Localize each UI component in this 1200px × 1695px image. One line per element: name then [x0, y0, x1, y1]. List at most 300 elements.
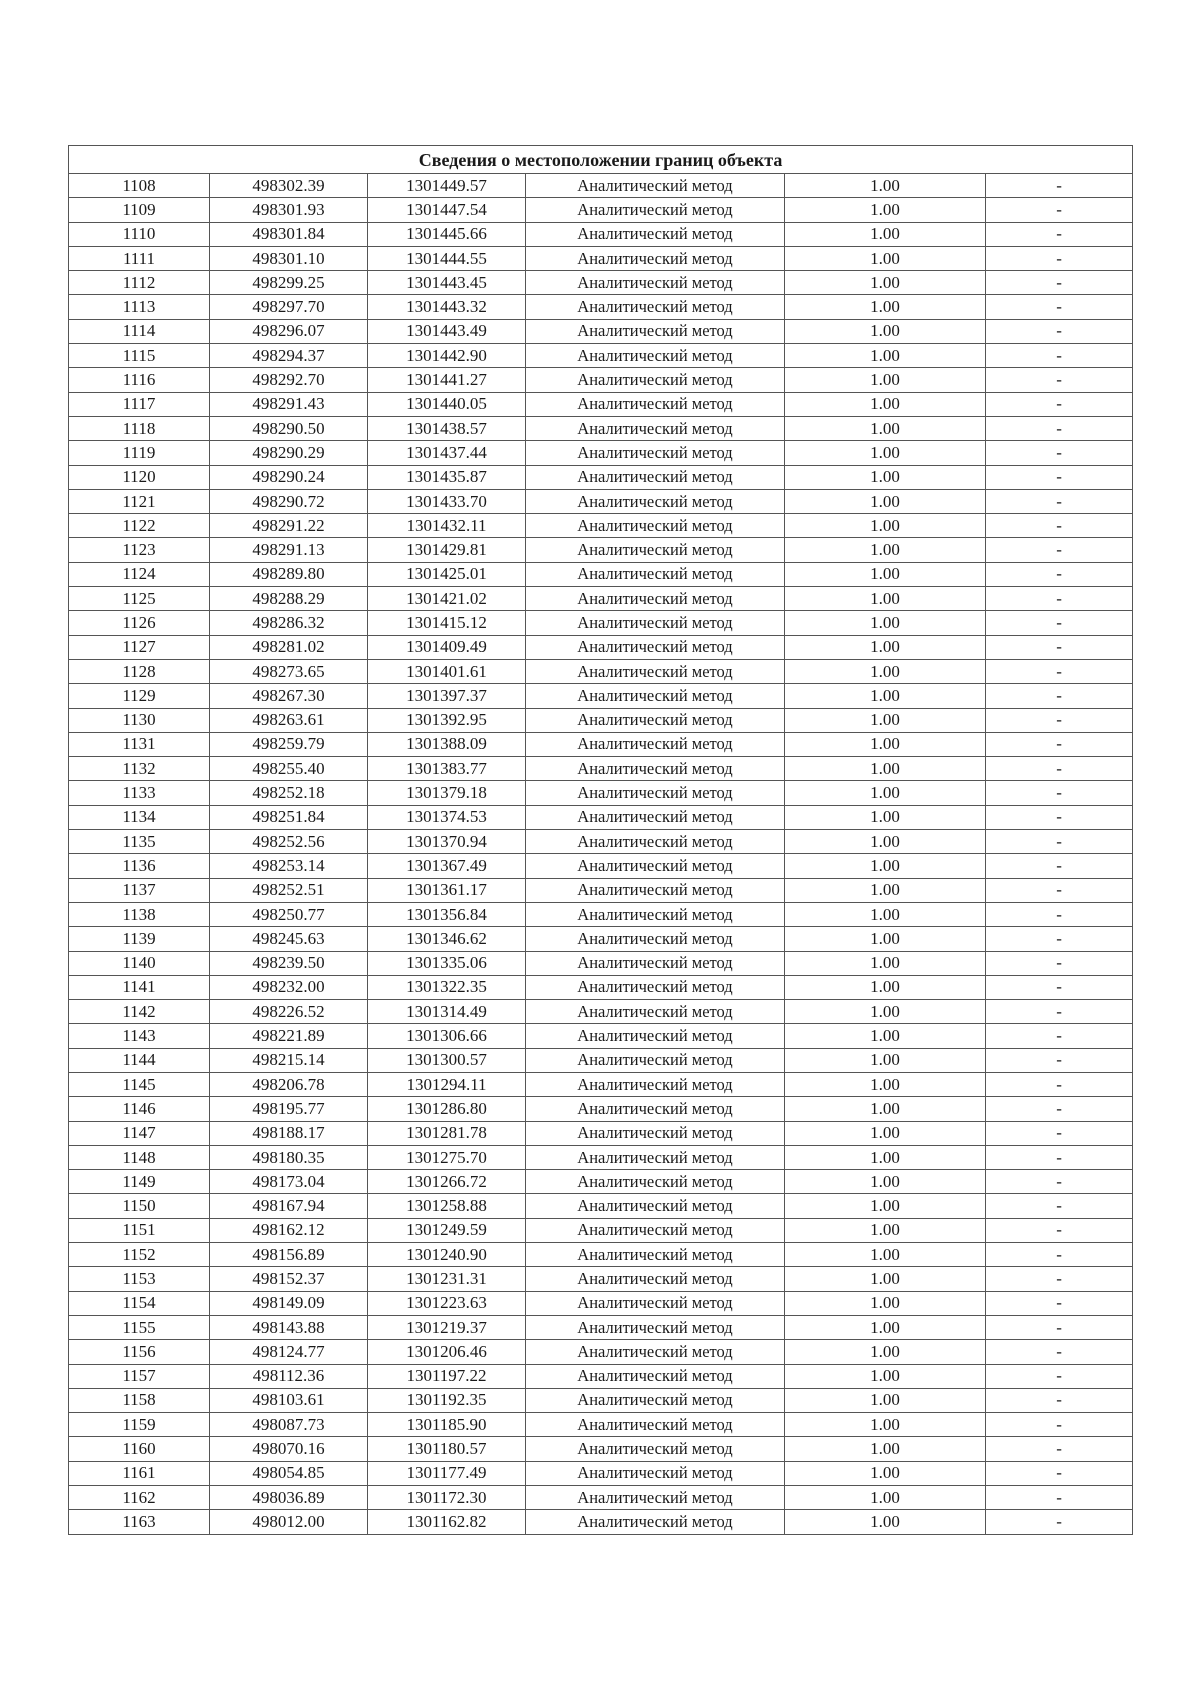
point-number-cell: 1135 — [69, 830, 210, 854]
method-cell: Аналитический метод — [526, 368, 785, 392]
accuracy-cell: 1.00 — [785, 1145, 986, 1169]
description-cell: - — [986, 1291, 1133, 1315]
table-row — [69, 1194, 1133, 1218]
method-cell: Аналитический метод — [526, 1315, 785, 1339]
accuracy-cell: 1.00 — [785, 1510, 986, 1534]
y-coordinate-cell: 1301356.84 — [368, 902, 526, 926]
accuracy-cell: 1.00 — [785, 878, 986, 902]
point-number-cell: 1149 — [69, 1170, 210, 1194]
point-number-cell: 1122 — [69, 514, 210, 538]
description-cell: - — [986, 951, 1133, 975]
point-number-cell: 1160 — [69, 1437, 210, 1461]
table-row — [69, 392, 1133, 416]
x-coordinate-cell: 498206.78 — [210, 1072, 368, 1096]
point-number-cell: 1146 — [69, 1097, 210, 1121]
description-cell: - — [986, 1461, 1133, 1485]
y-coordinate-cell: 1301367.49 — [368, 854, 526, 878]
x-coordinate-cell: 498012.00 — [210, 1510, 368, 1534]
accuracy-cell: 1.00 — [785, 465, 986, 489]
table-row — [69, 1145, 1133, 1169]
method-cell: Аналитический метод — [526, 392, 785, 416]
point-number-cell: 1150 — [69, 1194, 210, 1218]
point-number-cell: 1114 — [69, 319, 210, 343]
accuracy-cell: 1.00 — [785, 1097, 986, 1121]
y-coordinate-cell: 1301306.66 — [368, 1024, 526, 1048]
y-coordinate-cell: 1301258.88 — [368, 1194, 526, 1218]
description-cell: - — [986, 295, 1133, 319]
x-coordinate-cell: 498259.79 — [210, 732, 368, 756]
point-number-cell: 1158 — [69, 1388, 210, 1412]
y-coordinate-cell: 1301172.30 — [368, 1486, 526, 1510]
accuracy-cell: 1.00 — [785, 246, 986, 270]
table-row — [69, 684, 1133, 708]
table-row — [69, 1364, 1133, 1388]
table-row — [69, 562, 1133, 586]
point-number-cell: 1162 — [69, 1486, 210, 1510]
point-number-cell: 1140 — [69, 951, 210, 975]
y-coordinate-cell: 1301397.37 — [368, 684, 526, 708]
accuracy-cell: 1.00 — [785, 1194, 986, 1218]
description-cell: - — [986, 805, 1133, 829]
x-coordinate-cell: 498263.61 — [210, 708, 368, 732]
point-number-cell: 1126 — [69, 611, 210, 635]
y-coordinate-cell: 1301162.82 — [368, 1510, 526, 1534]
table-row — [69, 975, 1133, 999]
x-coordinate-cell: 498281.02 — [210, 635, 368, 659]
method-cell: Аналитический метод — [526, 271, 785, 295]
point-number-cell: 1121 — [69, 489, 210, 513]
accuracy-cell: 1.00 — [785, 1315, 986, 1339]
y-coordinate-cell: 1301370.94 — [368, 830, 526, 854]
method-cell: Аналитический метод — [526, 975, 785, 999]
y-coordinate-cell: 1301286.80 — [368, 1097, 526, 1121]
method-cell: Аналитический метод — [526, 805, 785, 829]
x-coordinate-cell: 498070.16 — [210, 1437, 368, 1461]
accuracy-cell: 1.00 — [785, 538, 986, 562]
point-number-cell: 1123 — [69, 538, 210, 562]
table-row — [69, 1097, 1133, 1121]
description-cell: - — [986, 587, 1133, 611]
table-row — [69, 902, 1133, 926]
y-coordinate-cell: 1301240.90 — [368, 1243, 526, 1267]
y-coordinate-cell: 1301374.53 — [368, 805, 526, 829]
description-cell: - — [986, 489, 1133, 513]
x-coordinate-cell: 498291.13 — [210, 538, 368, 562]
point-number-cell: 1116 — [69, 368, 210, 392]
accuracy-cell: 1.00 — [785, 1413, 986, 1437]
method-cell: Аналитический метод — [526, 830, 785, 854]
description-cell: - — [986, 198, 1133, 222]
table-row — [69, 538, 1133, 562]
point-number-cell: 1144 — [69, 1048, 210, 1072]
y-coordinate-cell: 1301409.49 — [368, 635, 526, 659]
accuracy-cell: 1.00 — [785, 927, 986, 951]
method-cell: Аналитический метод — [526, 1194, 785, 1218]
table-row — [69, 830, 1133, 854]
y-coordinate-cell: 1301275.70 — [368, 1145, 526, 1169]
point-number-cell: 1139 — [69, 927, 210, 951]
accuracy-cell: 1.00 — [785, 684, 986, 708]
method-cell: Аналитический метод — [526, 1486, 785, 1510]
point-number-cell: 1130 — [69, 708, 210, 732]
x-coordinate-cell: 498252.56 — [210, 830, 368, 854]
accuracy-cell: 1.00 — [785, 514, 986, 538]
table-title-row — [69, 146, 1133, 174]
method-cell: Аналитический метод — [526, 344, 785, 368]
y-coordinate-cell: 1301219.37 — [368, 1315, 526, 1339]
y-coordinate-cell: 1301442.90 — [368, 344, 526, 368]
y-coordinate-cell: 1301180.57 — [368, 1437, 526, 1461]
x-coordinate-cell: 498253.14 — [210, 854, 368, 878]
description-cell: - — [986, 902, 1133, 926]
accuracy-cell: 1.00 — [785, 562, 986, 586]
method-cell: Аналитический метод — [526, 927, 785, 951]
y-coordinate-cell: 1301392.95 — [368, 708, 526, 732]
point-number-cell: 1163 — [69, 1510, 210, 1534]
table-row — [69, 1486, 1133, 1510]
table-row — [69, 489, 1133, 513]
method-cell: Аналитический метод — [526, 1024, 785, 1048]
description-cell: - — [986, 611, 1133, 635]
y-coordinate-cell: 1301177.49 — [368, 1461, 526, 1485]
method-cell: Аналитический метод — [526, 902, 785, 926]
table-row — [69, 1388, 1133, 1412]
description-cell: - — [986, 1510, 1133, 1534]
method-cell: Аналитический метод — [526, 732, 785, 756]
x-coordinate-cell: 498289.80 — [210, 562, 368, 586]
y-coordinate-cell: 1301441.27 — [368, 368, 526, 392]
point-number-cell: 1127 — [69, 635, 210, 659]
table-row — [69, 368, 1133, 392]
table-row — [69, 781, 1133, 805]
accuracy-cell: 1.00 — [785, 1072, 986, 1096]
y-coordinate-cell: 1301231.31 — [368, 1267, 526, 1291]
point-number-cell: 1152 — [69, 1243, 210, 1267]
point-number-cell: 1113 — [69, 295, 210, 319]
point-number-cell: 1110 — [69, 222, 210, 246]
accuracy-cell: 1.00 — [785, 732, 986, 756]
point-number-cell: 1118 — [69, 416, 210, 440]
method-cell: Аналитический метод — [526, 441, 785, 465]
point-number-cell: 1111 — [69, 246, 210, 270]
point-number-cell: 1124 — [69, 562, 210, 586]
table-row — [69, 1072, 1133, 1096]
point-number-cell: 1119 — [69, 441, 210, 465]
table-row — [69, 344, 1133, 368]
table-row — [69, 198, 1133, 222]
table-row — [69, 514, 1133, 538]
y-coordinate-cell: 1301379.18 — [368, 781, 526, 805]
description-cell: - — [986, 757, 1133, 781]
method-cell: Аналитический метод — [526, 295, 785, 319]
x-coordinate-cell: 498291.43 — [210, 392, 368, 416]
y-coordinate-cell: 1301346.62 — [368, 927, 526, 951]
description-cell: - — [986, 1243, 1133, 1267]
table-row — [69, 951, 1133, 975]
description-cell: - — [986, 708, 1133, 732]
method-cell: Аналитический метод — [526, 174, 785, 198]
table-row — [69, 246, 1133, 270]
table-row — [69, 465, 1133, 489]
accuracy-cell: 1.00 — [785, 659, 986, 683]
y-coordinate-cell: 1301415.12 — [368, 611, 526, 635]
x-coordinate-cell: 498188.17 — [210, 1121, 368, 1145]
y-coordinate-cell: 1301433.70 — [368, 489, 526, 513]
method-cell: Аналитический метод — [526, 1243, 785, 1267]
accuracy-cell: 1.00 — [785, 416, 986, 440]
description-cell: - — [986, 222, 1133, 246]
accuracy-cell: 1.00 — [785, 1243, 986, 1267]
y-coordinate-cell: 1301401.61 — [368, 659, 526, 683]
accuracy-cell: 1.00 — [785, 1218, 986, 1242]
x-coordinate-cell: 498036.89 — [210, 1486, 368, 1510]
y-coordinate-cell: 1301266.72 — [368, 1170, 526, 1194]
description-cell: - — [986, 1097, 1133, 1121]
accuracy-cell: 1.00 — [785, 854, 986, 878]
accuracy-cell: 1.00 — [785, 222, 986, 246]
accuracy-cell: 1.00 — [785, 295, 986, 319]
description-cell: - — [986, 1121, 1133, 1145]
x-coordinate-cell: 498195.77 — [210, 1097, 368, 1121]
table-row — [69, 441, 1133, 465]
method-cell: Аналитический метод — [526, 538, 785, 562]
method-cell: Аналитический метод — [526, 246, 785, 270]
description-cell: - — [986, 1218, 1133, 1242]
accuracy-cell: 1.00 — [785, 951, 986, 975]
table-row — [69, 1218, 1133, 1242]
table-row — [69, 611, 1133, 635]
description-cell: - — [986, 416, 1133, 440]
method-cell: Аналитический метод — [526, 222, 785, 246]
accuracy-cell: 1.00 — [785, 757, 986, 781]
x-coordinate-cell: 498103.61 — [210, 1388, 368, 1412]
y-coordinate-cell: 1301429.81 — [368, 538, 526, 562]
method-cell: Аналитический метод — [526, 854, 785, 878]
accuracy-cell: 1.00 — [785, 1364, 986, 1388]
method-cell: Аналитический метод — [526, 1340, 785, 1364]
description-cell: - — [986, 514, 1133, 538]
x-coordinate-cell: 498112.36 — [210, 1364, 368, 1388]
description-cell: - — [986, 927, 1133, 951]
accuracy-cell: 1.00 — [785, 1267, 986, 1291]
y-coordinate-cell: 1301294.11 — [368, 1072, 526, 1096]
accuracy-cell: 1.00 — [785, 1291, 986, 1315]
table-row — [69, 732, 1133, 756]
table-row — [69, 174, 1133, 198]
y-coordinate-cell: 1301206.46 — [368, 1340, 526, 1364]
description-cell: - — [986, 684, 1133, 708]
y-coordinate-cell: 1301249.59 — [368, 1218, 526, 1242]
x-coordinate-cell: 498290.24 — [210, 465, 368, 489]
method-cell: Аналитический метод — [526, 684, 785, 708]
accuracy-cell: 1.00 — [785, 1388, 986, 1412]
table-row — [69, 1437, 1133, 1461]
table-row — [69, 1340, 1133, 1364]
table-row — [69, 878, 1133, 902]
method-cell: Аналитический метод — [526, 708, 785, 732]
accuracy-cell: 1.00 — [785, 805, 986, 829]
method-cell: Аналитический метод — [526, 951, 785, 975]
method-cell: Аналитический метод — [526, 1437, 785, 1461]
point-number-cell: 1112 — [69, 271, 210, 295]
accuracy-cell: 1.00 — [785, 830, 986, 854]
x-coordinate-cell: 498290.72 — [210, 489, 368, 513]
method-cell: Аналитический метод — [526, 1218, 785, 1242]
table-row — [69, 1243, 1133, 1267]
accuracy-cell: 1.00 — [785, 708, 986, 732]
description-cell: - — [986, 344, 1133, 368]
x-coordinate-cell: 498267.30 — [210, 684, 368, 708]
x-coordinate-cell: 498286.32 — [210, 611, 368, 635]
description-cell: - — [986, 1413, 1133, 1437]
y-coordinate-cell: 1301421.02 — [368, 587, 526, 611]
method-cell: Аналитический метод — [526, 611, 785, 635]
point-number-cell: 1147 — [69, 1121, 210, 1145]
method-cell: Аналитический метод — [526, 659, 785, 683]
accuracy-cell: 1.00 — [785, 1000, 986, 1024]
x-coordinate-cell: 498288.29 — [210, 587, 368, 611]
x-coordinate-cell: 498149.09 — [210, 1291, 368, 1315]
y-coordinate-cell: 1301449.57 — [368, 174, 526, 198]
point-number-cell: 1145 — [69, 1072, 210, 1096]
y-coordinate-cell: 1301223.63 — [368, 1291, 526, 1315]
table-row — [69, 659, 1133, 683]
x-coordinate-cell: 498087.73 — [210, 1413, 368, 1437]
y-coordinate-cell: 1301438.57 — [368, 416, 526, 440]
point-number-cell: 1157 — [69, 1364, 210, 1388]
table-row — [69, 1000, 1133, 1024]
method-cell: Аналитический метод — [526, 1170, 785, 1194]
y-coordinate-cell: 1301440.05 — [368, 392, 526, 416]
accuracy-cell: 1.00 — [785, 1437, 986, 1461]
y-coordinate-cell: 1301437.44 — [368, 441, 526, 465]
point-number-cell: 1154 — [69, 1291, 210, 1315]
y-coordinate-cell: 1301197.22 — [368, 1364, 526, 1388]
y-coordinate-cell: 1301443.45 — [368, 271, 526, 295]
table-row — [69, 927, 1133, 951]
description-cell: - — [986, 1437, 1133, 1461]
table-row — [69, 1170, 1133, 1194]
description-cell: - — [986, 781, 1133, 805]
y-coordinate-cell: 1301435.87 — [368, 465, 526, 489]
accuracy-cell: 1.00 — [785, 441, 986, 465]
x-coordinate-cell: 498301.10 — [210, 246, 368, 270]
x-coordinate-cell: 498251.84 — [210, 805, 368, 829]
method-cell: Аналитический метод — [526, 1388, 785, 1412]
point-number-cell: 1120 — [69, 465, 210, 489]
x-coordinate-cell: 498152.37 — [210, 1267, 368, 1291]
x-coordinate-cell: 498290.29 — [210, 441, 368, 465]
table-row — [69, 1510, 1133, 1534]
boundary-coordinates-table — [68, 145, 1133, 1535]
x-coordinate-cell: 498215.14 — [210, 1048, 368, 1072]
description-cell: - — [986, 1340, 1133, 1364]
method-cell: Аналитический метод — [526, 1121, 785, 1145]
x-coordinate-cell: 498054.85 — [210, 1461, 368, 1485]
description-cell: - — [986, 1364, 1133, 1388]
x-coordinate-cell: 498297.70 — [210, 295, 368, 319]
accuracy-cell: 1.00 — [785, 1486, 986, 1510]
point-number-cell: 1125 — [69, 587, 210, 611]
description-cell: - — [986, 1267, 1133, 1291]
description-cell: - — [986, 246, 1133, 270]
description-cell: - — [986, 368, 1133, 392]
y-coordinate-cell: 1301361.17 — [368, 878, 526, 902]
method-cell: Аналитический метод — [526, 465, 785, 489]
method-cell: Аналитический метод — [526, 1364, 785, 1388]
accuracy-cell: 1.00 — [785, 174, 986, 198]
description-cell: - — [986, 392, 1133, 416]
table-row — [69, 222, 1133, 246]
x-coordinate-cell: 498290.50 — [210, 416, 368, 440]
y-coordinate-cell: 1301444.55 — [368, 246, 526, 270]
point-number-cell: 1131 — [69, 732, 210, 756]
table-body — [69, 174, 1133, 1535]
y-coordinate-cell: 1301447.54 — [368, 198, 526, 222]
description-cell: - — [986, 635, 1133, 659]
table-row — [69, 1461, 1133, 1485]
point-number-cell: 1108 — [69, 174, 210, 198]
point-number-cell: 1138 — [69, 902, 210, 926]
x-coordinate-cell: 498167.94 — [210, 1194, 368, 1218]
description-cell: - — [986, 538, 1133, 562]
description-cell: - — [986, 878, 1133, 902]
accuracy-cell: 1.00 — [785, 902, 986, 926]
y-coordinate-cell: 1301432.11 — [368, 514, 526, 538]
accuracy-cell: 1.00 — [785, 319, 986, 343]
accuracy-cell: 1.00 — [785, 1024, 986, 1048]
description-cell: - — [986, 319, 1133, 343]
x-coordinate-cell: 498173.04 — [210, 1170, 368, 1194]
method-cell: Аналитический метод — [526, 1000, 785, 1024]
x-coordinate-cell: 498162.12 — [210, 1218, 368, 1242]
description-cell: - — [986, 1072, 1133, 1096]
description-cell: - — [986, 465, 1133, 489]
method-cell: Аналитический метод — [526, 1072, 785, 1096]
accuracy-cell: 1.00 — [785, 1121, 986, 1145]
point-number-cell: 1137 — [69, 878, 210, 902]
method-cell: Аналитический метод — [526, 319, 785, 343]
point-number-cell: 1128 — [69, 659, 210, 683]
description-cell: - — [986, 1194, 1133, 1218]
method-cell: Аналитический метод — [526, 1097, 785, 1121]
description-cell: - — [986, 1048, 1133, 1072]
table-row — [69, 1315, 1133, 1339]
x-coordinate-cell: 498252.18 — [210, 781, 368, 805]
y-coordinate-cell: 1301281.78 — [368, 1121, 526, 1145]
method-cell: Аналитический метод — [526, 587, 785, 611]
accuracy-cell: 1.00 — [785, 368, 986, 392]
accuracy-cell: 1.00 — [785, 635, 986, 659]
table-row — [69, 708, 1133, 732]
table-row — [69, 1267, 1133, 1291]
method-cell: Аналитический метод — [526, 1461, 785, 1485]
method-cell: Аналитический метод — [526, 489, 785, 513]
y-coordinate-cell: 1301443.32 — [368, 295, 526, 319]
accuracy-cell: 1.00 — [785, 587, 986, 611]
description-cell: - — [986, 659, 1133, 683]
accuracy-cell: 1.00 — [785, 271, 986, 295]
table-row — [69, 1291, 1133, 1315]
point-number-cell: 1143 — [69, 1024, 210, 1048]
x-coordinate-cell: 498301.84 — [210, 222, 368, 246]
accuracy-cell: 1.00 — [785, 1340, 986, 1364]
x-coordinate-cell: 498245.63 — [210, 927, 368, 951]
table-row — [69, 587, 1133, 611]
y-coordinate-cell: 1301425.01 — [368, 562, 526, 586]
x-coordinate-cell: 498239.50 — [210, 951, 368, 975]
table-row — [69, 854, 1133, 878]
